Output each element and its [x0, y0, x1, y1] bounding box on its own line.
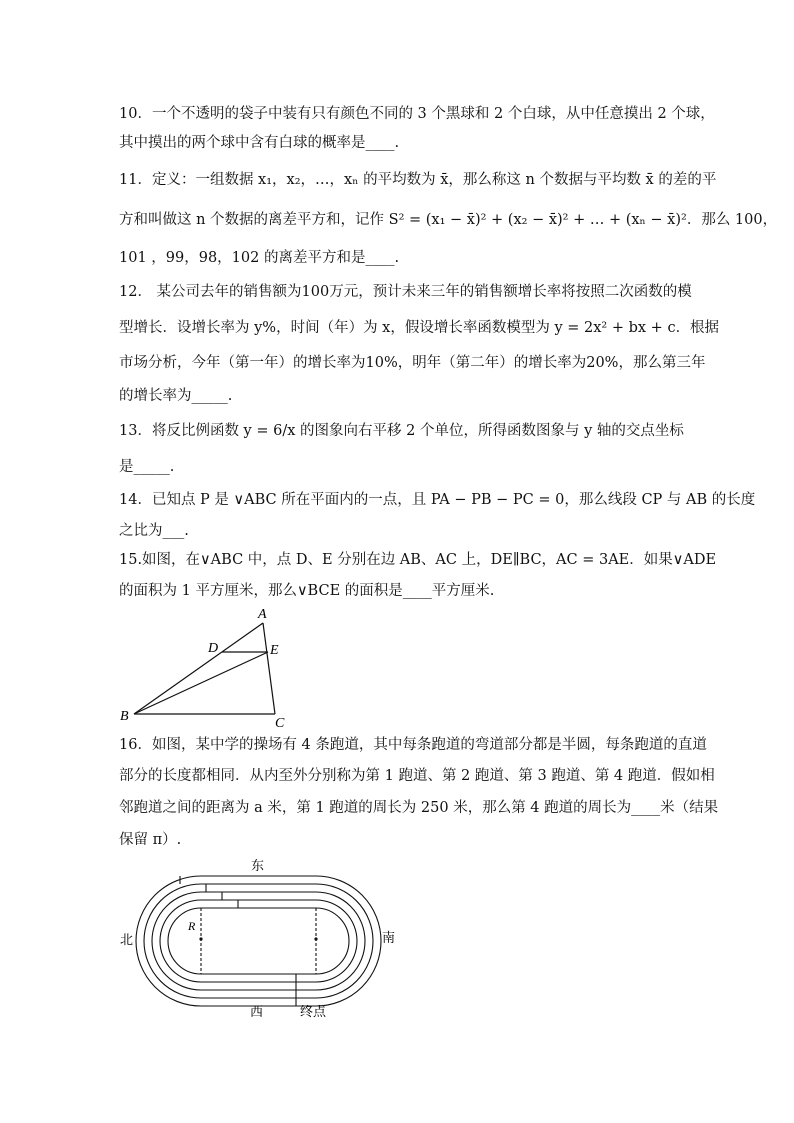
label-north: 北: [120, 932, 134, 947]
side-ac: [263, 623, 275, 714]
problem-12-line-2: 型增长．设增长率为 y%，时间（年）为 x，假设增长率函数模型为 y = 2x² + bx + c．根据: [119, 320, 720, 336]
lane-2: [152, 892, 365, 990]
side-ab: [134, 623, 263, 714]
lane-4: [136, 876, 381, 1006]
problem-14-line-1: 14．已知点 P 是 ∨ABC 所在平面内的一点，且 PA − PB − PC = 0，那么线段 CP 与 AB 的长度: [119, 492, 756, 508]
problem-13-line-1: 13．将反比例函数 y = 6/x 的图象向右平移 2 个单位，所得函数图象与 y 轴的交点坐标: [119, 423, 684, 439]
label-radius: R: [188, 919, 196, 933]
problem-10-line-1: 10．一个不透明的袋子中装有只有颜色不同的 3 个黑球和 2 个白球，从中任意摸出 2 个球，: [119, 106, 715, 122]
problem-16-line-3: 邻跑道之间的距离为 a 米，第 1 跑道的周长为 250 米，那么第 4 跑道的周长为____米（结果: [119, 800, 719, 816]
infield: [168, 908, 349, 974]
label-d: D: [208, 641, 219, 656]
problem-14-line-2: 之比为___.: [119, 523, 189, 539]
problem-11-line-1: 11．定义：一组数据 x₁，x₂，…，xₙ 的平均数为 x̄，那么称这 n 个数据与平均数 x̄ 的差的平: [119, 172, 717, 188]
problem-11-line-2: 方和叫做这 n 个数据的离差平方和，记作 S² = (x₁ − x̄)² + (x₂ − x̄)² + … + (xₙ − x̄)²．那么 100，: [119, 212, 778, 228]
problem-16-line-4: 保留 π）.: [119, 832, 182, 848]
label-a: A: [258, 607, 267, 622]
problem-15-line-1: 15.如图，在∨ABC 中，点 D、E 分别在边 AB、AC 上，DE∥BC，AC = 3AE．如果∨ADE: [119, 552, 717, 568]
center-dot-left: [199, 937, 202, 940]
label-east: 东: [251, 858, 265, 873]
label-b: B: [120, 709, 129, 724]
problem-11-line-3: 101 ，99，98，102 的离差平方和是____.: [119, 250, 400, 266]
problem-13-line-2: 是_____.: [119, 459, 175, 475]
lane-1: [160, 900, 357, 982]
problem-16-line-2: 部分的长度都相同．从内至外分别称为第 1 跑道、第 2 跑道、第 3 跑道、第 4 跑道．假如相: [119, 768, 715, 784]
problem-15-line-2: 的面积为 1 平方厘米，那么∨BCE 的面积是____平方厘米.: [119, 583, 495, 599]
center-dot-right: [314, 937, 317, 940]
segment-be: [134, 652, 268, 714]
problem-12-line-3: 市场分析，今年（第一年）的增长率为10%，明年（第二年）的增长率为20%，那么第三年: [119, 355, 706, 371]
label-e: E: [270, 643, 279, 658]
label-finish: 终点: [300, 1004, 327, 1019]
problem-16-line-1: 16．如图，某中学的操场有 4 条跑道，其中每条跑道的弯道部分都是半圆，每条跑道的直道: [119, 737, 707, 753]
problem-12-line-1: 12． 某公司去年的销售额为100万元，预计未来三年的销售额增长率将按照二次函数的模: [119, 284, 692, 300]
problem-10-line-2: 其中摸出的两个球中含有白球的概率是____.: [119, 135, 400, 151]
lane-3: [144, 884, 373, 998]
label-c: C: [275, 716, 285, 728]
triangle-figure: [110, 604, 300, 728]
label-west: 西: [250, 1004, 264, 1019]
label-south: 南: [382, 930, 396, 945]
track-figure: [110, 856, 410, 1024]
problem-12-line-4: 的增长率为_____.: [119, 388, 233, 404]
